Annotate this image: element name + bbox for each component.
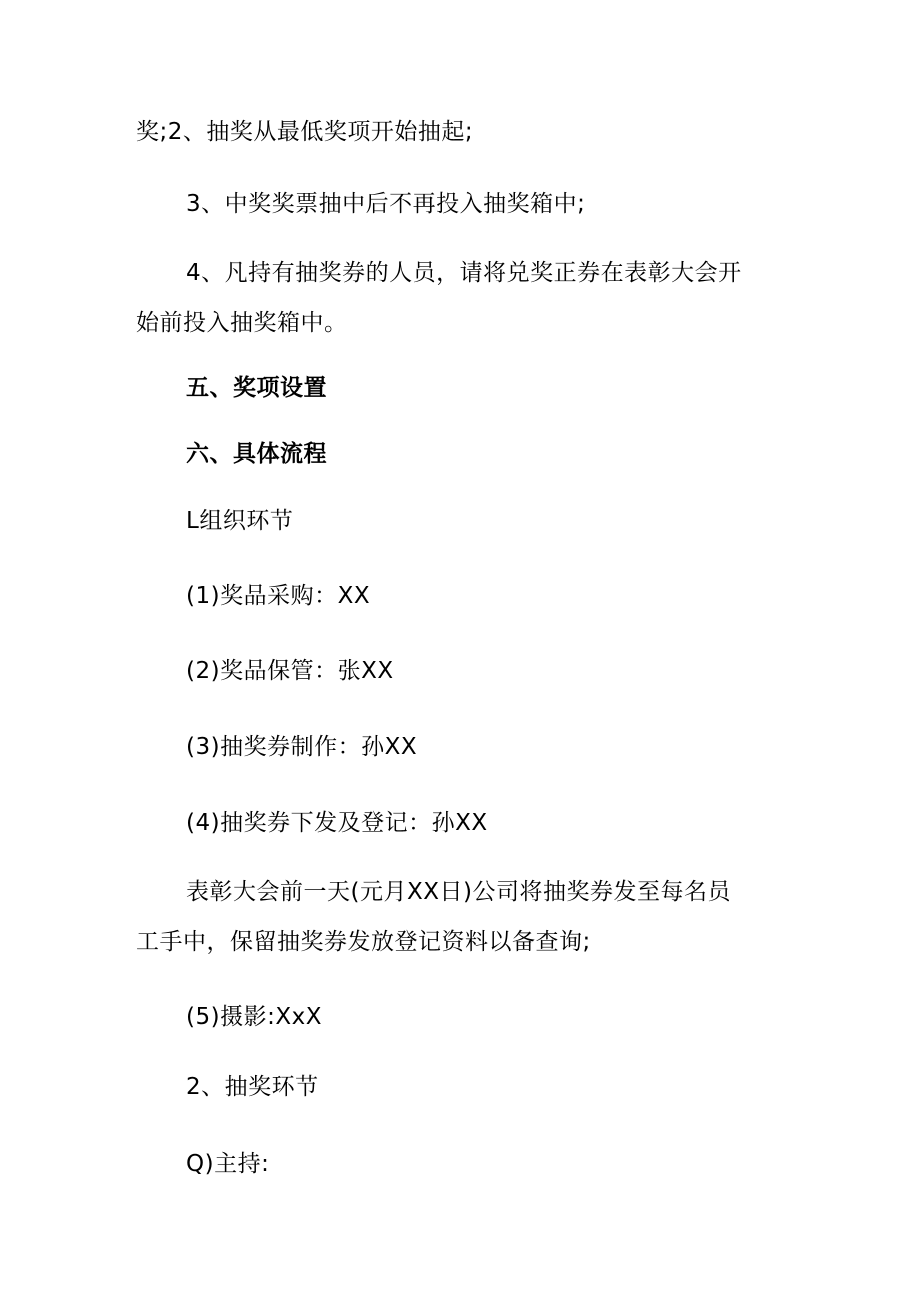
- text-line: 奖;2、抽奖从最低奖项开始抽起;: [136, 119, 474, 145]
- text-line: (2)奖品保管：张XX: [186, 658, 394, 684]
- text-line: L组织环节: [186, 508, 294, 534]
- text-line: (3)抽奖券制作：孙XX: [186, 734, 418, 760]
- text-line: 工手中，保留抽奖券发放登记资料以备查询;: [136, 929, 591, 955]
- text-line: (4)抽奖券下发及登记：孙XX: [186, 810, 488, 836]
- text-line: 始前投入抽奖箱中。: [136, 310, 348, 336]
- text-line: 2、抽奖环节: [186, 1074, 319, 1100]
- text-line: 表彰大会前一天(元月XX日)公司将抽奖券发至每名员: [186, 879, 731, 905]
- section-heading: 六、具体流程: [186, 441, 327, 467]
- text-line: (1)奖品采购：XX: [186, 583, 371, 609]
- text-line: 4、凡持有抽奖券的人员，请将兑奖正券在表彰大会开: [186, 260, 742, 286]
- text-line: 3、中奖奖票抽中后不再投入抽奖箱中;: [186, 191, 586, 217]
- section-heading: 五、奖项设置: [186, 375, 327, 401]
- text-line: Q)主持:: [186, 1151, 270, 1177]
- text-line: (5)摄影:XxX: [186, 1004, 322, 1030]
